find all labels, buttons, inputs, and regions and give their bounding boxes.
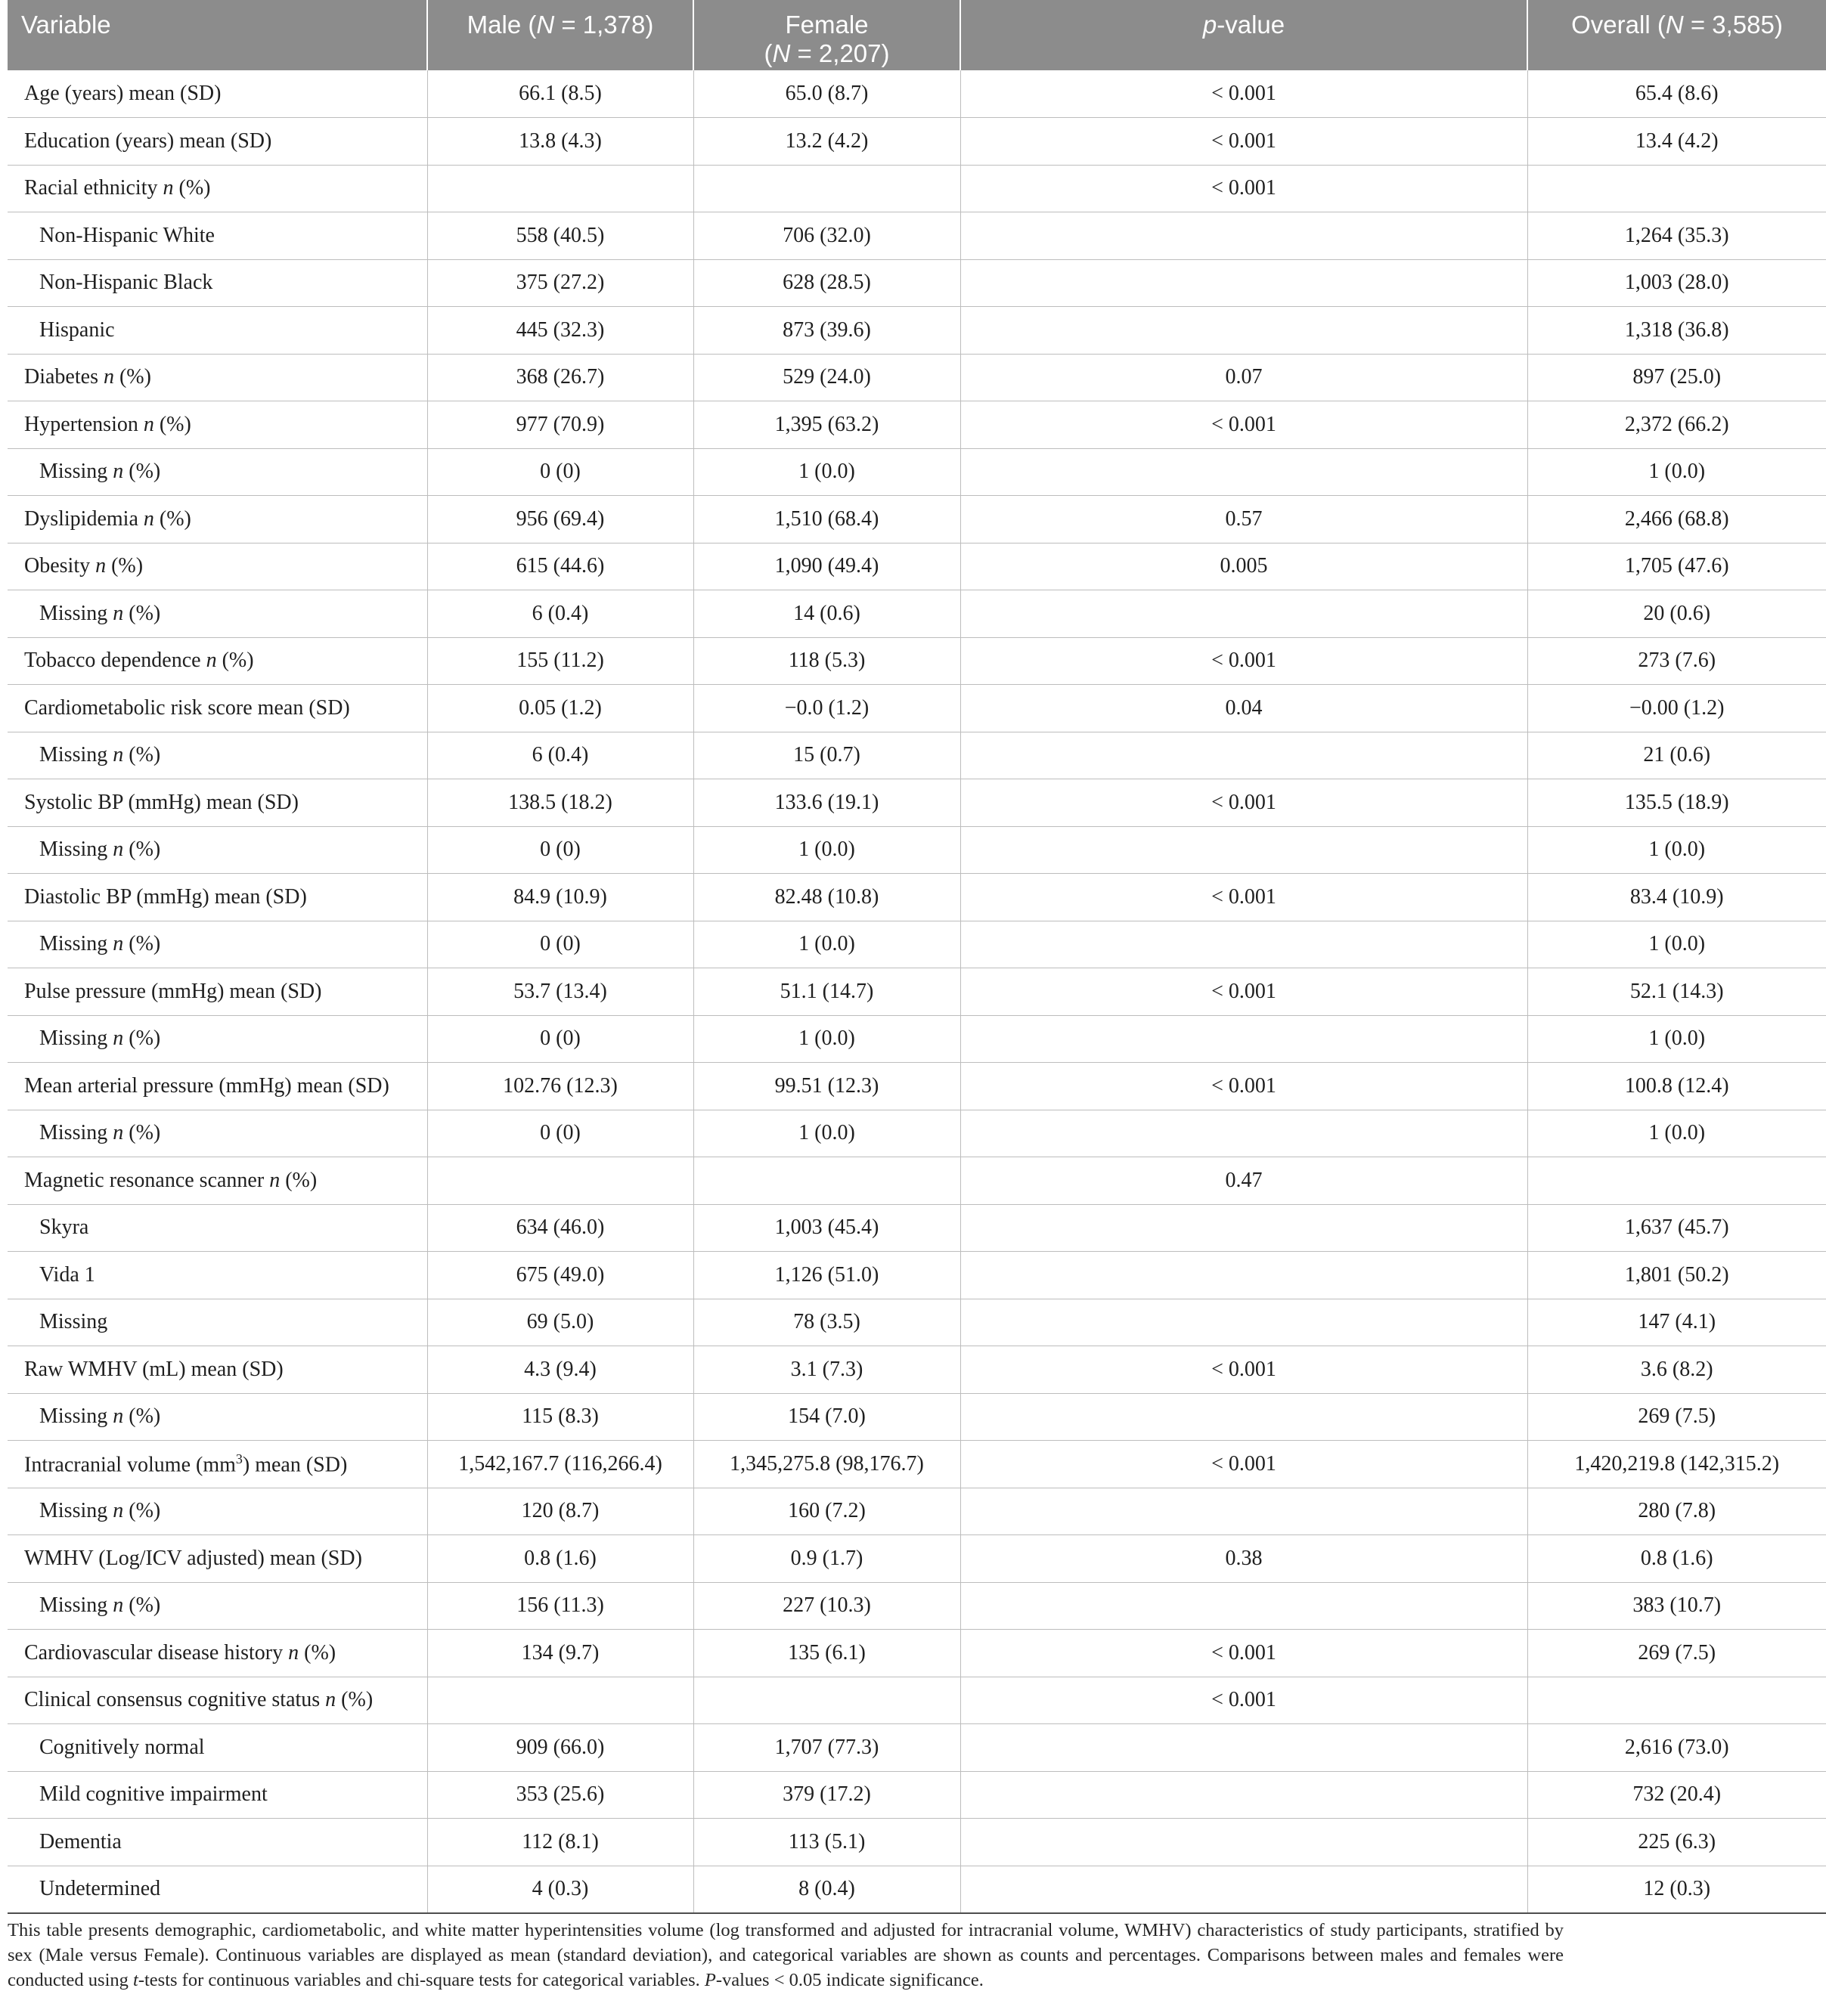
row-label: Dyslipidemia n (%) xyxy=(8,496,427,543)
cell-overall: 225 (6.3) xyxy=(1527,1819,1826,1866)
cell-overall: 52.1 (14.3) xyxy=(1527,968,1826,1016)
cell-overall: 135.5 (18.9) xyxy=(1527,779,1826,827)
cell-male xyxy=(427,165,693,212)
cell-male: 4.3 (9.4) xyxy=(427,1346,693,1394)
row-label: Hypertension n (%) xyxy=(8,401,427,449)
row-label: Tobacco dependence n (%) xyxy=(8,637,427,685)
cell-male: 445 (32.3) xyxy=(427,307,693,355)
cell-overall: 1,637 (45.7) xyxy=(1527,1204,1826,1252)
table-footnote: This table presents demographic, cardiometabolic, and white matter hyperintensities volume (log transformed and adjusted for intracranial volume, WMHV) characteristics of study participants, stratified by sex (Male versus Female). Continuous variables are displayed as mean (standard deviation), and categorical variables are shown as counts and percentages. Comparisons between males and females were conducted using t-tests for continuous variables and chi-square tests for categorical variables. P-values < 0.05 indicate significance. xyxy=(8,1920,1564,1990)
cell-male: 0 (0) xyxy=(427,826,693,874)
cell-male: 558 (40.5) xyxy=(427,212,693,260)
cell-p-value: < 0.001 xyxy=(960,779,1527,827)
row-label: Undetermined xyxy=(8,1866,427,1913)
cell-female: 1 (0.0) xyxy=(693,826,960,874)
table-row xyxy=(8,1063,1826,1110)
table-row xyxy=(8,1771,1826,1819)
cell-overall: 1,003 (28.0) xyxy=(1527,259,1826,307)
row-label: Missing n (%) xyxy=(8,1393,427,1441)
cell-overall: 1,801 (50.2) xyxy=(1527,1252,1826,1299)
cell-male: 102.76 (12.3) xyxy=(427,1063,693,1110)
table-row xyxy=(8,590,1826,638)
cell-overall: 147 (4.1) xyxy=(1527,1299,1826,1346)
cell-p-value xyxy=(960,307,1527,355)
table-row xyxy=(8,1346,1826,1394)
cell-female: 1 (0.0) xyxy=(693,448,960,496)
cell-female: 1,090 (49.4) xyxy=(693,543,960,590)
cell-female: 99.51 (12.3) xyxy=(693,1063,960,1110)
cell-female: 1,510 (68.4) xyxy=(693,496,960,543)
row-label: Racial ethnicity n (%) xyxy=(8,165,427,212)
row-label: Raw WMHV (mL) mean (SD) xyxy=(8,1346,427,1394)
cell-overall: 83.4 (10.9) xyxy=(1527,874,1826,921)
cell-p-value: < 0.001 xyxy=(960,637,1527,685)
cell-p-value: < 0.001 xyxy=(960,968,1527,1016)
cell-female: 1,707 (77.3) xyxy=(693,1724,960,1772)
cell-female: 82.48 (10.8) xyxy=(693,874,960,921)
row-label: Missing n (%) xyxy=(8,1015,427,1063)
cell-female: 160 (7.2) xyxy=(693,1488,960,1535)
cell-overall: −0.00 (1.2) xyxy=(1527,685,1826,732)
cell-overall: 2,616 (73.0) xyxy=(1527,1724,1826,1772)
cell-p-value xyxy=(960,732,1527,779)
cell-female: 8 (0.4) xyxy=(693,1866,960,1913)
row-label: Missing n (%) xyxy=(8,826,427,874)
table-row xyxy=(8,685,1826,732)
table-row xyxy=(8,354,1826,401)
cell-female: 78 (3.5) xyxy=(693,1299,960,1346)
cell-male: 6 (0.4) xyxy=(427,590,693,638)
cell-p-value: < 0.001 xyxy=(960,401,1527,449)
header-male: Male (N = 1,378) xyxy=(427,0,693,70)
table-row xyxy=(8,1204,1826,1252)
cell-p-value xyxy=(960,1015,1527,1063)
cell-female: −0.0 (1.2) xyxy=(693,685,960,732)
cell-p-value xyxy=(960,212,1527,260)
cell-female xyxy=(693,1157,960,1205)
cell-female: 154 (7.0) xyxy=(693,1393,960,1441)
header-overall: Overall (N = 3,585) xyxy=(1527,0,1826,70)
cell-p-value: 0.57 xyxy=(960,496,1527,543)
cell-p-value: < 0.001 xyxy=(960,165,1527,212)
cell-overall: 383 (10.7) xyxy=(1527,1582,1826,1630)
cell-overall xyxy=(1527,1157,1826,1205)
row-label: Hispanic xyxy=(8,307,427,355)
table-row xyxy=(8,1582,1826,1630)
row-label: Missing n (%) xyxy=(8,1110,427,1157)
cell-female: 1,395 (63.2) xyxy=(693,401,960,449)
cell-p-value: < 0.001 xyxy=(960,118,1527,166)
cell-overall: 2,466 (68.8) xyxy=(1527,496,1826,543)
cell-overall: 100.8 (12.4) xyxy=(1527,1063,1826,1110)
cell-female xyxy=(693,165,960,212)
row-label: Pulse pressure (mmHg) mean (SD) xyxy=(8,968,427,1016)
cell-p-value: < 0.001 xyxy=(960,1063,1527,1110)
cell-female: 873 (39.6) xyxy=(693,307,960,355)
cell-p-value: < 0.001 xyxy=(960,1346,1527,1394)
cell-overall: 269 (7.5) xyxy=(1527,1630,1826,1677)
cell-p-value xyxy=(960,1866,1527,1913)
cell-p-value xyxy=(960,259,1527,307)
cell-female: 14 (0.6) xyxy=(693,590,960,638)
cell-overall: 269 (7.5) xyxy=(1527,1393,1826,1441)
table-row xyxy=(8,118,1826,166)
table-row xyxy=(8,1299,1826,1346)
cell-p-value xyxy=(960,1393,1527,1441)
cell-female: 15 (0.7) xyxy=(693,732,960,779)
row-label: Education (years) mean (SD) xyxy=(8,118,427,166)
cell-p-value: 0.005 xyxy=(960,543,1527,590)
cell-overall: 1,264 (35.3) xyxy=(1527,212,1826,260)
table-row xyxy=(8,732,1826,779)
cell-male xyxy=(427,1677,693,1724)
cell-male: 353 (25.6) xyxy=(427,1771,693,1819)
cell-male: 0 (0) xyxy=(427,448,693,496)
cell-overall xyxy=(1527,1677,1826,1724)
row-label: WMHV (Log/ICV adjusted) mean (SD) xyxy=(8,1535,427,1583)
row-label: Mild cognitive impairment xyxy=(8,1771,427,1819)
cell-female: 1,345,275.8 (98,176.7) xyxy=(693,1441,960,1488)
cell-female: 135 (6.1) xyxy=(693,1630,960,1677)
cell-overall: 280 (7.8) xyxy=(1527,1488,1826,1535)
cell-p-value xyxy=(960,1582,1527,1630)
table-row xyxy=(8,1866,1826,1913)
cell-p-value xyxy=(960,1724,1527,1772)
table-row xyxy=(8,70,1826,118)
cell-p-value xyxy=(960,1204,1527,1252)
cell-p-value: < 0.001 xyxy=(960,1677,1527,1724)
table-row xyxy=(8,1252,1826,1299)
cell-female: 1,003 (45.4) xyxy=(693,1204,960,1252)
row-label: Age (years) mean (SD) xyxy=(8,70,427,118)
cell-male: 69 (5.0) xyxy=(427,1299,693,1346)
row-label: Systolic BP (mmHg) mean (SD) xyxy=(8,779,427,827)
table-row xyxy=(8,968,1826,1016)
cell-p-value: 0.04 xyxy=(960,685,1527,732)
cell-overall: 20 (0.6) xyxy=(1527,590,1826,638)
table-row xyxy=(8,1724,1826,1772)
cell-male: 634 (46.0) xyxy=(427,1204,693,1252)
cell-female: 379 (17.2) xyxy=(693,1771,960,1819)
cell-female: 1,126 (51.0) xyxy=(693,1252,960,1299)
cell-male xyxy=(427,1157,693,1205)
cell-p-value xyxy=(960,1252,1527,1299)
cell-male: 0.8 (1.6) xyxy=(427,1535,693,1583)
cell-male: 909 (66.0) xyxy=(427,1724,693,1772)
table-row xyxy=(8,1441,1826,1488)
cell-female: 1 (0.0) xyxy=(693,1110,960,1157)
cell-male: 0.05 (1.2) xyxy=(427,685,693,732)
cell-male: 115 (8.3) xyxy=(427,1393,693,1441)
cell-overall: 3.6 (8.2) xyxy=(1527,1346,1826,1394)
cell-female: 0.9 (1.7) xyxy=(693,1535,960,1583)
table-row xyxy=(8,1819,1826,1866)
cell-overall: 1,318 (36.8) xyxy=(1527,307,1826,355)
table-row xyxy=(8,779,1826,827)
cell-male: 0 (0) xyxy=(427,921,693,968)
row-label: Missing n (%) xyxy=(8,921,427,968)
cell-male: 977 (70.9) xyxy=(427,401,693,449)
table-header xyxy=(8,0,1826,70)
header-variable: Variable xyxy=(8,0,427,70)
cell-overall: 273 (7.6) xyxy=(1527,637,1826,685)
table-row xyxy=(8,448,1826,496)
cell-overall: 1 (0.0) xyxy=(1527,921,1826,968)
table-row xyxy=(8,921,1826,968)
row-label: Missing n (%) xyxy=(8,732,427,779)
cell-p-value: < 0.001 xyxy=(960,1630,1527,1677)
cell-p-value xyxy=(960,1771,1527,1819)
cell-p-value: 0.07 xyxy=(960,354,1527,401)
cell-male: 120 (8.7) xyxy=(427,1488,693,1535)
table-row xyxy=(8,543,1826,590)
cell-female: 13.2 (4.2) xyxy=(693,118,960,166)
cell-overall: 732 (20.4) xyxy=(1527,1771,1826,1819)
cell-overall: 13.4 (4.2) xyxy=(1527,118,1826,166)
cell-overall: 21 (0.6) xyxy=(1527,732,1826,779)
row-label: Missing n (%) xyxy=(8,1488,427,1535)
cell-overall: 12 (0.3) xyxy=(1527,1866,1826,1913)
cell-overall: 2,372 (66.2) xyxy=(1527,401,1826,449)
characteristics-table xyxy=(8,0,1826,1914)
cell-female: 118 (5.3) xyxy=(693,637,960,685)
cell-female: 113 (5.1) xyxy=(693,1819,960,1866)
table-row xyxy=(8,496,1826,543)
cell-female: 628 (28.5) xyxy=(693,259,960,307)
cell-female: 706 (32.0) xyxy=(693,212,960,260)
cell-overall: 1,705 (47.6) xyxy=(1527,543,1826,590)
cell-male: 675 (49.0) xyxy=(427,1252,693,1299)
table-row xyxy=(8,1630,1826,1677)
row-label: Missing n (%) xyxy=(8,1582,427,1630)
cell-male: 156 (11.3) xyxy=(427,1582,693,1630)
table-row xyxy=(8,1535,1826,1583)
cell-female: 3.1 (7.3) xyxy=(693,1346,960,1394)
row-label: Intracranial volume $(mm^3)$ mean (SD) xyxy=(8,1441,427,1488)
cell-overall: 1 (0.0) xyxy=(1527,448,1826,496)
row-label: Diabetes n (%) xyxy=(8,354,427,401)
cell-p-value xyxy=(960,448,1527,496)
cell-male: 155 (11.2) xyxy=(427,637,693,685)
cell-p-value: < 0.001 xyxy=(960,874,1527,921)
row-label: Magnetic resonance scanner n (%) xyxy=(8,1157,427,1205)
cell-p-value xyxy=(960,921,1527,968)
table-row xyxy=(8,1015,1826,1063)
cell-p-value xyxy=(960,1819,1527,1866)
cell-male: 0 (0) xyxy=(427,1110,693,1157)
cell-overall: 0.8 (1.6) xyxy=(1527,1535,1826,1583)
row-label: Cardiovascular disease history n (%) xyxy=(8,1630,427,1677)
cell-female: 1 (0.0) xyxy=(693,1015,960,1063)
table-row xyxy=(8,826,1826,874)
cell-p-value: < 0.001 xyxy=(960,1441,1527,1488)
cell-female: 51.1 (14.7) xyxy=(693,968,960,1016)
table-row xyxy=(8,1393,1826,1441)
cell-p-value: 0.38 xyxy=(960,1535,1527,1583)
table-row xyxy=(8,637,1826,685)
cell-male: 615 (44.6) xyxy=(427,543,693,590)
cell-male: 84.9 (10.9) xyxy=(427,874,693,921)
cell-overall: 897 (25.0) xyxy=(1527,354,1826,401)
cell-female: 529 (24.0) xyxy=(693,354,960,401)
cell-p-value: < 0.001 xyxy=(960,70,1527,118)
row-label: Cardiometabolic risk score mean (SD) xyxy=(8,685,427,732)
table-row xyxy=(8,1157,1826,1205)
row-label: Vida 1 xyxy=(8,1252,427,1299)
cell-female: 65.0 (8.7) xyxy=(693,70,960,118)
cell-overall: 1 (0.0) xyxy=(1527,826,1826,874)
cell-male: 134 (9.7) xyxy=(427,1630,693,1677)
row-label: Skyra xyxy=(8,1204,427,1252)
cell-p-value xyxy=(960,826,1527,874)
header-p-value: p-value xyxy=(960,0,1527,70)
row-label: Mean arterial pressure (mmHg) mean (SD) xyxy=(8,1063,427,1110)
table-body xyxy=(8,70,1826,1913)
header-female: Female (N = 2,207) xyxy=(693,0,960,70)
cell-male: 112 (8.1) xyxy=(427,1819,693,1866)
cell-male: 4 (0.3) xyxy=(427,1866,693,1913)
row-label: Missing xyxy=(8,1299,427,1346)
cell-overall: 1 (0.0) xyxy=(1527,1110,1826,1157)
table-row xyxy=(8,1677,1826,1724)
row-label: Non-Hispanic Black xyxy=(8,259,427,307)
table-row xyxy=(8,212,1826,260)
cell-male: 138.5 (18.2) xyxy=(427,779,693,827)
row-label: Missing n (%) xyxy=(8,590,427,638)
table-row xyxy=(8,401,1826,449)
table-row xyxy=(8,1488,1826,1535)
table-row xyxy=(8,307,1826,355)
row-label: Obesity n (%) xyxy=(8,543,427,590)
table-row xyxy=(8,874,1826,921)
cell-male: 66.1 (8.5) xyxy=(427,70,693,118)
cell-female: 227 (10.3) xyxy=(693,1582,960,1630)
cell-p-value xyxy=(960,590,1527,638)
cell-overall: 65.4 (8.6) xyxy=(1527,70,1826,118)
row-label: Cognitively normal xyxy=(8,1724,427,1772)
table-row xyxy=(8,165,1826,212)
cell-male: 1,542,167.7 (116,266.4) xyxy=(427,1441,693,1488)
cell-male: 53.7 (13.4) xyxy=(427,968,693,1016)
cell-female: 133.6 (19.1) xyxy=(693,779,960,827)
table-container xyxy=(8,0,1783,1914)
cell-p-value xyxy=(960,1110,1527,1157)
cell-p-value xyxy=(960,1299,1527,1346)
cell-male: 375 (27.2) xyxy=(427,259,693,307)
cell-overall: 1,420,219.8 (142,315.2) xyxy=(1527,1441,1826,1488)
table-row xyxy=(8,259,1826,307)
row-label: Diastolic BP (mmHg) mean (SD) xyxy=(8,874,427,921)
cell-p-value: 0.47 xyxy=(960,1157,1527,1205)
row-label: Dementia xyxy=(8,1819,427,1866)
cell-male: 13.8 (4.3) xyxy=(427,118,693,166)
cell-male: 956 (69.4) xyxy=(427,496,693,543)
cell-overall xyxy=(1527,165,1826,212)
row-label: Missing n (%) xyxy=(8,448,427,496)
cell-female: 1 (0.0) xyxy=(693,921,960,968)
cell-overall: 1 (0.0) xyxy=(1527,1015,1826,1063)
row-label: Non-Hispanic White xyxy=(8,212,427,260)
row-label: Clinical consensus cognitive status n (%) xyxy=(8,1677,427,1724)
cell-male: 6 (0.4) xyxy=(427,732,693,779)
cell-male: 368 (26.7) xyxy=(427,354,693,401)
cell-female xyxy=(693,1677,960,1724)
table-row xyxy=(8,1110,1826,1157)
cell-male: 0 (0) xyxy=(427,1015,693,1063)
cell-p-value xyxy=(960,1488,1527,1535)
